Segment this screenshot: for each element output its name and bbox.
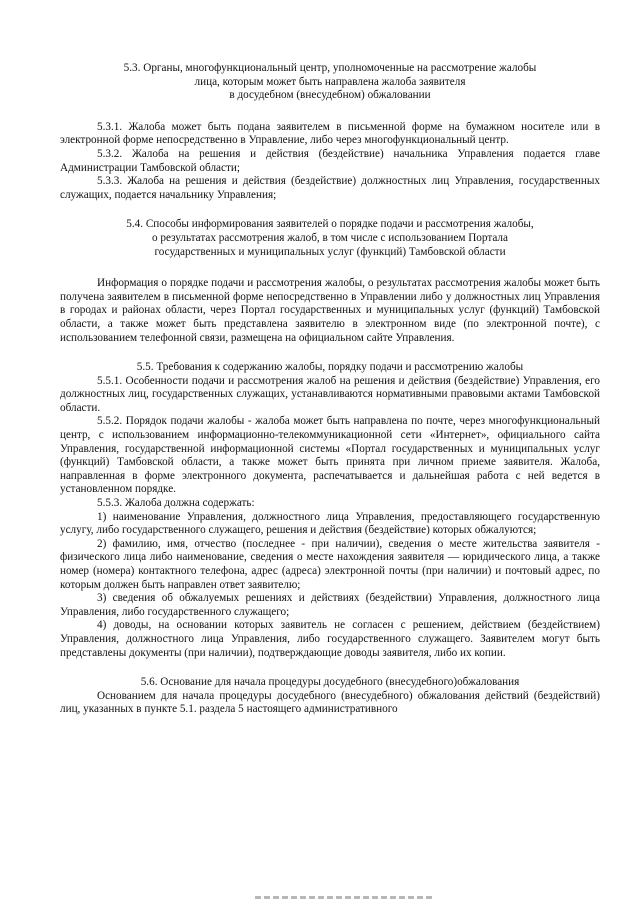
list-item-1: 1) наименование Управления, должностного лица Управления, предоставляющего государственную услугу, либо государственного служащего, решения и действия (бездействие) которых обжалуются; xyxy=(60,510,600,537)
heading-line: в досудебном (внесудебном) обжаловании xyxy=(229,89,431,102)
section-5-3-heading xyxy=(60,62,600,103)
section-5-5-heading: 5.5. Требования к содержанию жалобы, порядку подачи и рассмотрению жалобы xyxy=(136,361,524,374)
list-item-2: 2) фамилию, имя, отчество (последнее - при наличии), сведения о месте жительства заявителя - физического лица либо наименование, сведения о месте нахождения заявителя — юридического лица, а также номер (номера) контактного телефона, адрес (адреса) электронной почты (при наличии) и почтовый адрес, по которым должен быть направлен ответ заявителю; xyxy=(60,537,600,591)
heading-line: о результатах рассмотрения жалоб, в том числе с использованием Портала xyxy=(152,231,508,244)
section-5-4-heading xyxy=(60,218,600,259)
list-item-3: 3) сведения об обжалуемых решениях и действиях (бездействии) Управления, должностного лица Управления, либо государственного служащего; xyxy=(60,592,600,618)
heading-line: государственных и муниципальных услуг (функций) Тамбовской области xyxy=(154,245,506,258)
heading-line: 5.4. Способы информирования заявителей о порядке подачи и рассмотрения жалобы, xyxy=(126,218,534,231)
paragraph-5-3-3: 5.3.3. Жалоба на решения и действия (бездействие) должностных лиц Управления, государственных служащих, подается начальнику Управления; xyxy=(60,175,600,201)
paragraph-5-5-2: 5.5.2. Порядок подачи жалобы - жалоба может быть направлена по почте, через многофункциональный центр, с использованием информационно-телекоммуникационной сети «Интернет», официального сайта Управления, государственной информационной системы «Портал государственных и муниципальных услуг (функций) Тамбовской области, а также может быть принята при личном приеме заявителя. Жалоба, направленная в форме электронного документа, распечатывается и дальнейшая работа с ней ведется в установленном порядке. xyxy=(60,415,600,496)
paragraph-5-3-1: 5.3.1. Жалоба может быть подана заявителем в письменной форме на бумажном носителе или в электронной форме непосредственно в Управление, либо через многофункциональный центр. xyxy=(60,120,600,147)
document-page xyxy=(60,62,600,717)
list-item-4: 4) доводы, на основании которых заявитель не согласен с решением, действием (бездействием) Управления, должностного лица Управления, либо государственного служащего. Заявителем могут быть представлены документы (при наличии), подтверждающие доводы заявителя, либо их копии. xyxy=(60,619,600,659)
paragraph-5-5-3: 5.5.3. Жалоба должна содержать: xyxy=(97,497,255,510)
section-5-6-heading: 5.6. Основание для начала процедуры досудебного (внесудебного)обжалования xyxy=(140,676,520,689)
paragraph-5-4: Информация о порядке подачи и рассмотрения жалобы, о результатах рассмотрения жалобы может быть получена заявителем в письменной форме непосредственно в Управлении либо у должностных лиц Управления в городах и районах области, через Портал государственных и муниципальных услуг (функций) Тамбовской области, а также может быть представлена заявителю в электронном виде (по электронной почте), с использованием телефонной связи, размещена на официальном сайте Управления. xyxy=(60,277,600,344)
paragraph-5-5-1: 5.5.1. Особенности подачи и рассмотрения жалоб на решения и действия (бездействие) Управления, его должностных лиц, государственных служащих, устанавливаются нормативными правовыми актами Тамбовской области. xyxy=(60,374,600,414)
paragraph-5-3-2: 5.3.2. Жалоба на решения и действия (бездействие) начальника Управления подается главе Администрации Тамбовской области; xyxy=(60,147,600,174)
page-footer-scan-mark xyxy=(255,896,435,899)
paragraph-5-6: Основанием для начала процедуры досудебного (внесудебного) обжалования действий (бездействий) лиц, указанных в пункте 5.1. раздела 5 настоящего административного xyxy=(60,689,600,716)
heading-line: лица, которым может быть направлена жалоба заявителя xyxy=(194,75,466,88)
heading-line: 5.3. Органы, многофункциональный центр, уполномоченные на рассмотрение жалобы xyxy=(123,62,537,74)
